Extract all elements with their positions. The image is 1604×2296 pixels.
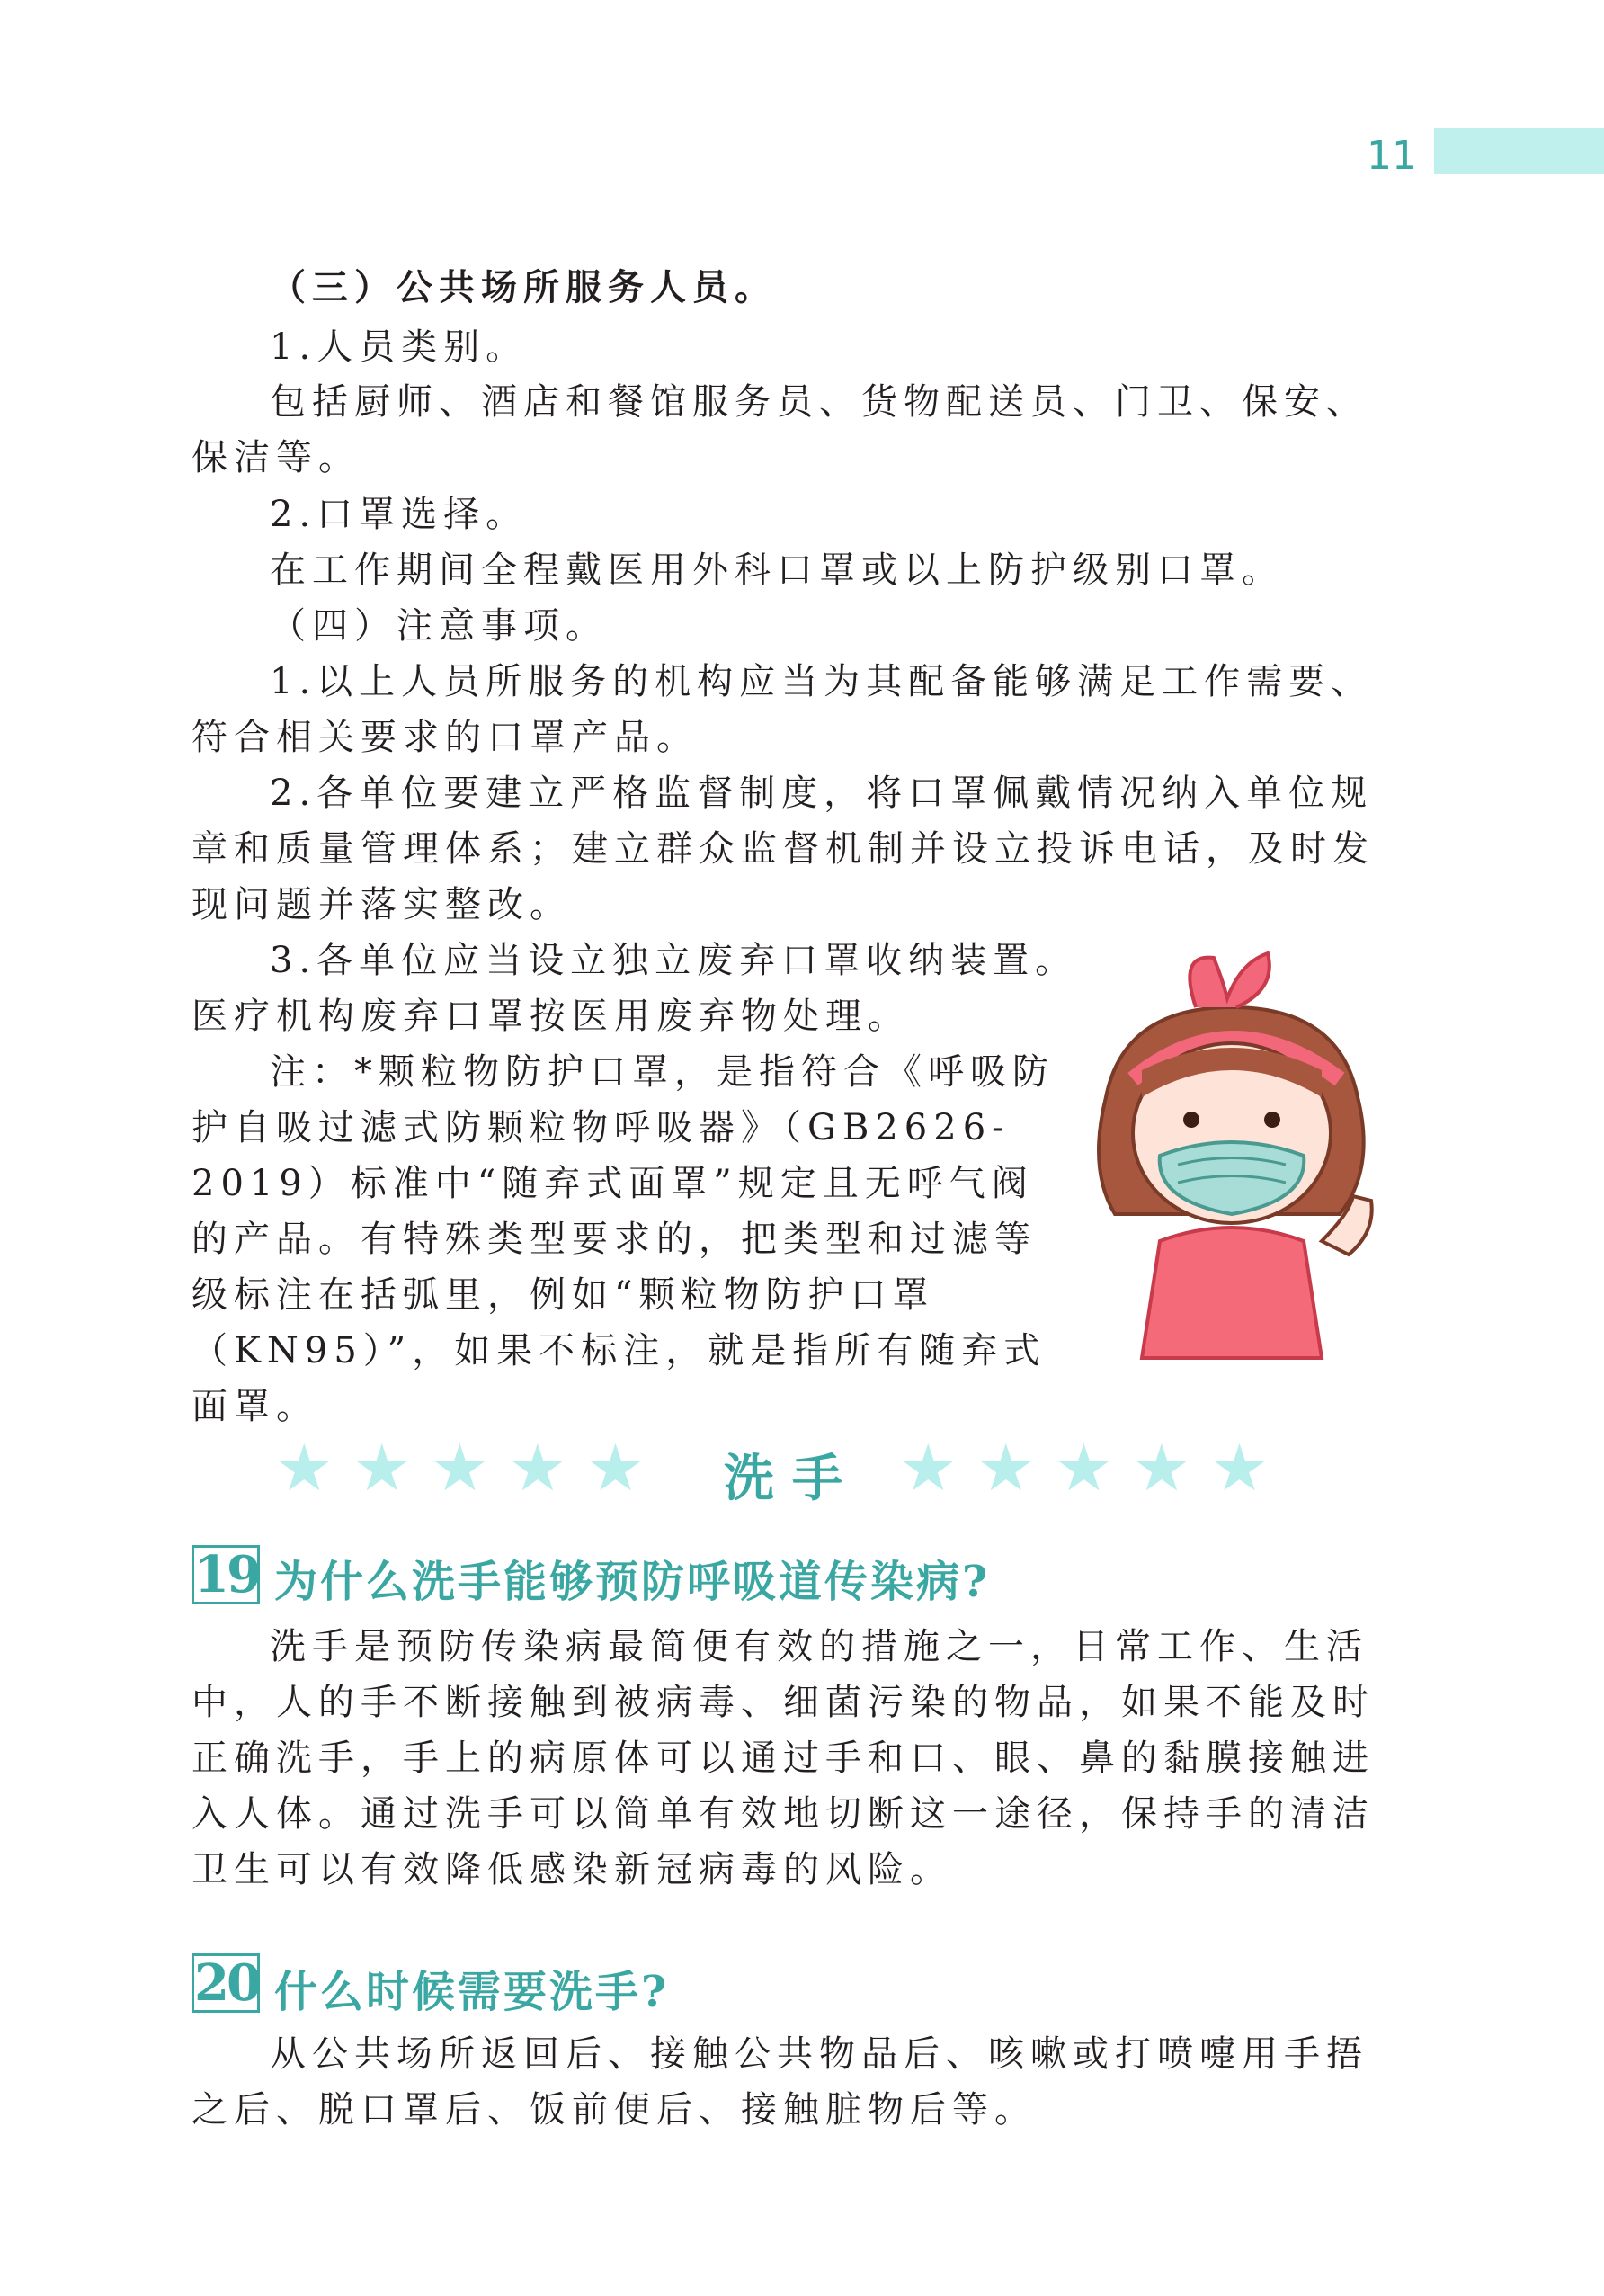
question-title-20: 什么时候需要洗手? bbox=[274, 1967, 670, 2017]
question-number-20: 20 bbox=[192, 1953, 260, 2013]
subheading-personnel-category: 1.人员类别。 bbox=[270, 326, 529, 368]
question-answer-19: 洗手是预防传染病最简便有效的措施之一，日常工作、生活中，人的手不断接触到被病毒、细菌污染的物品，如果不能及时正确洗手，手上的病原体可以通过手和口、眼、鼻的黏膜接触进入人体。通过洗手可以简单有效地切断这一途径，保持手的清洁卫生可以有效降低感染新冠病毒的风险。 bbox=[192, 1626, 1375, 1890]
question-number-19: 19 bbox=[192, 1545, 260, 1604]
page-tab-decoration bbox=[1434, 128, 1604, 174]
paragraph-note-1: 1.以上人员所服务的机构应当为其配备能够满足工作需要、符合相关要求的口罩产品。 bbox=[192, 661, 1374, 758]
question-title-19: 为什么洗手能够预防呼吸道传染病? bbox=[274, 1557, 991, 1607]
heading-notes: （四）注意事项。 bbox=[270, 605, 608, 647]
paragraph-footnote: 注：*颗粒物防护口罩，是指符合《呼吸防护自吸过滤式防颗粒物呼吸器》（GB2626-2019）标准中“随弃式面罩”规定且无呼气阀的产品。有特殊类型要求的，把类型和过滤等级标注在括弧里，例如“颗粒物防护口罩（KN95）”，如果不标注，就是指所有随弃式面罩。 bbox=[192, 1051, 1055, 1427]
paragraph-note-3-cont: 医疗机构废弃口罩按医用废弃物处理。 bbox=[192, 996, 910, 1037]
question-answer-20: 从公共场所返回后、接触公共物品后、咳嗽或打喷嚏用手捂之后、脱口罩后、饭前便后、接触脏物后等。 bbox=[192, 2033, 1368, 2131]
section-title-handwashing: 洗手 bbox=[724, 1449, 860, 1508]
page-number: 11 bbox=[1367, 133, 1417, 179]
subheading-mask-choice: 2.口罩选择。 bbox=[270, 494, 529, 535]
paragraph-personnel-list: 包括厨师、酒店和餐馆服务员、货物配送员、门卫、保安、保洁等。 bbox=[192, 381, 1368, 478]
paragraph-mask-choice: 在工作期间全程戴医用外科口罩或以上防护级别口罩。 bbox=[270, 549, 1284, 591]
decorative-stars-left: ★★★★★ bbox=[275, 1430, 664, 1505]
paragraph-note-3: 3.各单位应当设立独立废弃口罩收纳装置。 bbox=[270, 940, 1078, 981]
girl-mask-illustration bbox=[1079, 944, 1385, 1367]
heading-public-service-staff: （三）公共场所服务人员。 bbox=[270, 266, 777, 308]
decorative-stars-right: ★★★★★ bbox=[899, 1430, 1288, 1505]
paragraph-note-2: 2.各单位要建立严格监督制度，将口罩佩戴情况纳入单位规章和质量管理体系；建立群众监督机制并设立投诉电话，及时发现问题并落实整改。 bbox=[192, 773, 1375, 925]
